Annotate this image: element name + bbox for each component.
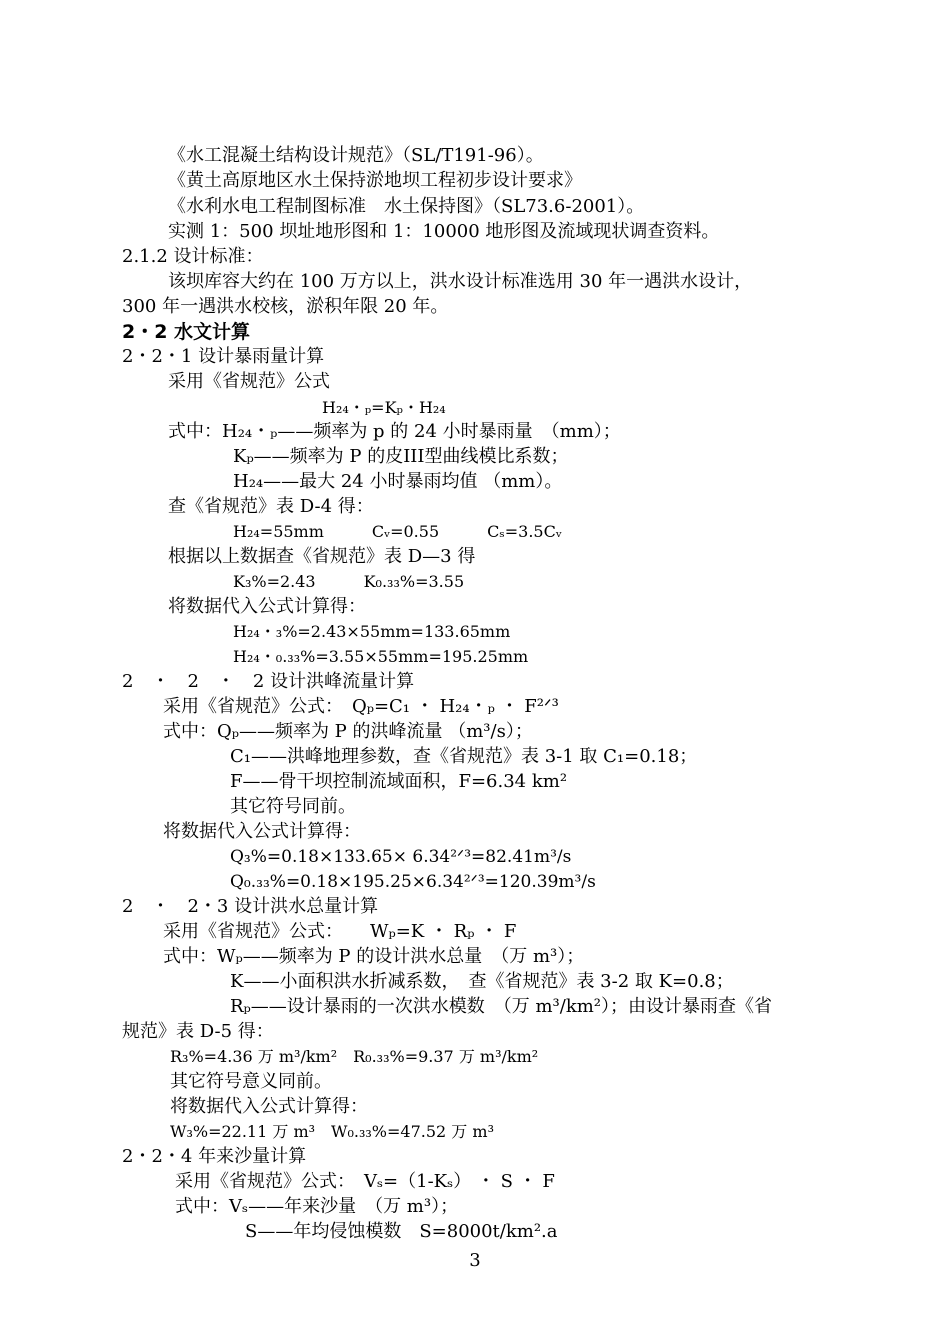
formula-line: H₂₄・₀.₃₃%=3.55×55mm=195.25mm [233, 647, 529, 666]
ref-line-2: 《黄土高原地区水土保持淤地坝工程初步设计要求》 [168, 170, 582, 191]
text-line: Rₚ——设计暴雨的一次洪水模数 （万 m³/km²）；由设计暴雨查《省 [230, 996, 773, 1017]
text-line: 其它符号意义同前。 [170, 1071, 332, 1092]
text-line: 式中：H₂₄・ₚ——频率为 p 的 24 小时暴雨量 （mm）； [168, 421, 621, 442]
ref-line-3: 《水利水电工程制图标准 水土保持图》（SL73.6-2001）。 [168, 196, 645, 217]
paragraph-line-2: 300 年一遇洪水校核，淤积年限 20 年。 [122, 296, 449, 317]
text-line: H₂₄——最大 24 小时暴雨均值 （mm）。 [233, 471, 563, 492]
formula-line: Q₀.₃₃%=0.18×195.25×6.34²ᐟ³=120.39m³/s [230, 872, 596, 892]
formula-line: K₃%=2.43 K₀.₃₃%=3.55 [233, 572, 465, 591]
text-line: 查《省规范》表 D-4 得： [168, 496, 374, 517]
ref-line-1: 《水工混凝土结构设计规范》（SL/T191-96）。 [168, 145, 544, 166]
formula-line: H₂₄=55mm Cᵥ=0.55 Cₛ=3.5Cᵥ [233, 522, 562, 541]
text-line: 采用《省规范》公式： Wₚ=K ・ Rₚ ・ F [163, 921, 517, 942]
text-line: 采用《省规范》公式 [168, 371, 330, 392]
section-2-2-2: 2 ・ 2 ・ 2 设计洪峰流量计算 [122, 671, 415, 692]
ref-line-4: 实测 1：500 坝址地形图和 1：10000 地形图及流域现状调查资料。 [168, 221, 720, 242]
paragraph-line-1: 该坝库容大约在 100 万方以上，洪水设计标准选用 30 年一遇洪水设计， [168, 271, 753, 292]
formula-line: H₂₄・₃%=2.43×55mm=133.65mm [233, 622, 511, 641]
text-line: 将数据代入公式计算得： [170, 1096, 368, 1117]
text-line: 式中：Qₚ——频率为 P 的洪峰流量 （m³/s）； [163, 721, 533, 742]
text-line: 规范》表 D-5 得： [122, 1021, 274, 1042]
section-2-1-2: 2.1.2 设计标准： [122, 246, 264, 267]
heading-2-2: 2・2 水文计算 [122, 321, 251, 343]
page-number: 3 [469, 1250, 481, 1271]
text-line: 将数据代入公式计算得： [163, 821, 361, 842]
formula-line: H₂₄・ₚ=Kₚ・H₂₄ [322, 398, 446, 417]
formula-line: Q₃%=0.18×133.65× 6.34²ᐟ³=82.41m³/s [230, 847, 572, 867]
section-2-2-1: 2・2・1 设计暴雨量计算 [122, 346, 325, 367]
text-line: 式中：Wₚ——频率为 P 的设计洪水总量 （万 m³）； [163, 946, 585, 967]
text-line: Kₚ——频率为 P 的皮III型曲线模比系数； [233, 446, 569, 467]
formula-line: R₃%=4.36 万 m³/km² R₀.₃₃%=9.37 万 m³/km² [170, 1047, 539, 1066]
text-line: K——小面积洪水折减系数， 查《省规范》表 3-2 取 K=0.8； [230, 971, 734, 992]
text-line: 采用《省规范》公式： Qₚ=C₁ ・ H₂₄・ₚ ・ F²ᐟ³ [163, 696, 559, 717]
text-line: 式中：Vₛ——年来沙量 （万 m³）； [175, 1196, 459, 1217]
text-line: 将数据代入公式计算得： [168, 596, 366, 617]
text-line: S——年均侵蚀模数 S=8000t/km².a [245, 1221, 558, 1242]
text-line: 其它符号同前。 [230, 796, 356, 817]
text-line: 根据以上数据查《省规范》表 D—3 得 [168, 546, 476, 567]
text-line: C₁——洪峰地理参数，查《省规范》表 3-1 取 C₁=0.18； [230, 746, 698, 767]
section-2-2-3: 2 ・ 2・3 设计洪水总量计算 [122, 896, 379, 917]
text-line: F——骨干坝控制流域面积，F=6.34 km² [230, 771, 568, 792]
formula-line: W₃%=22.11 万 m³ W₀.₃₃%=47.52 万 m³ [170, 1122, 494, 1141]
section-2-2-4: 2・2・4 年来沙量计算 [122, 1146, 307, 1167]
text-line: 采用《省规范》公式： Vₛ=（1-Kₛ） ・ S ・ F [175, 1171, 555, 1192]
